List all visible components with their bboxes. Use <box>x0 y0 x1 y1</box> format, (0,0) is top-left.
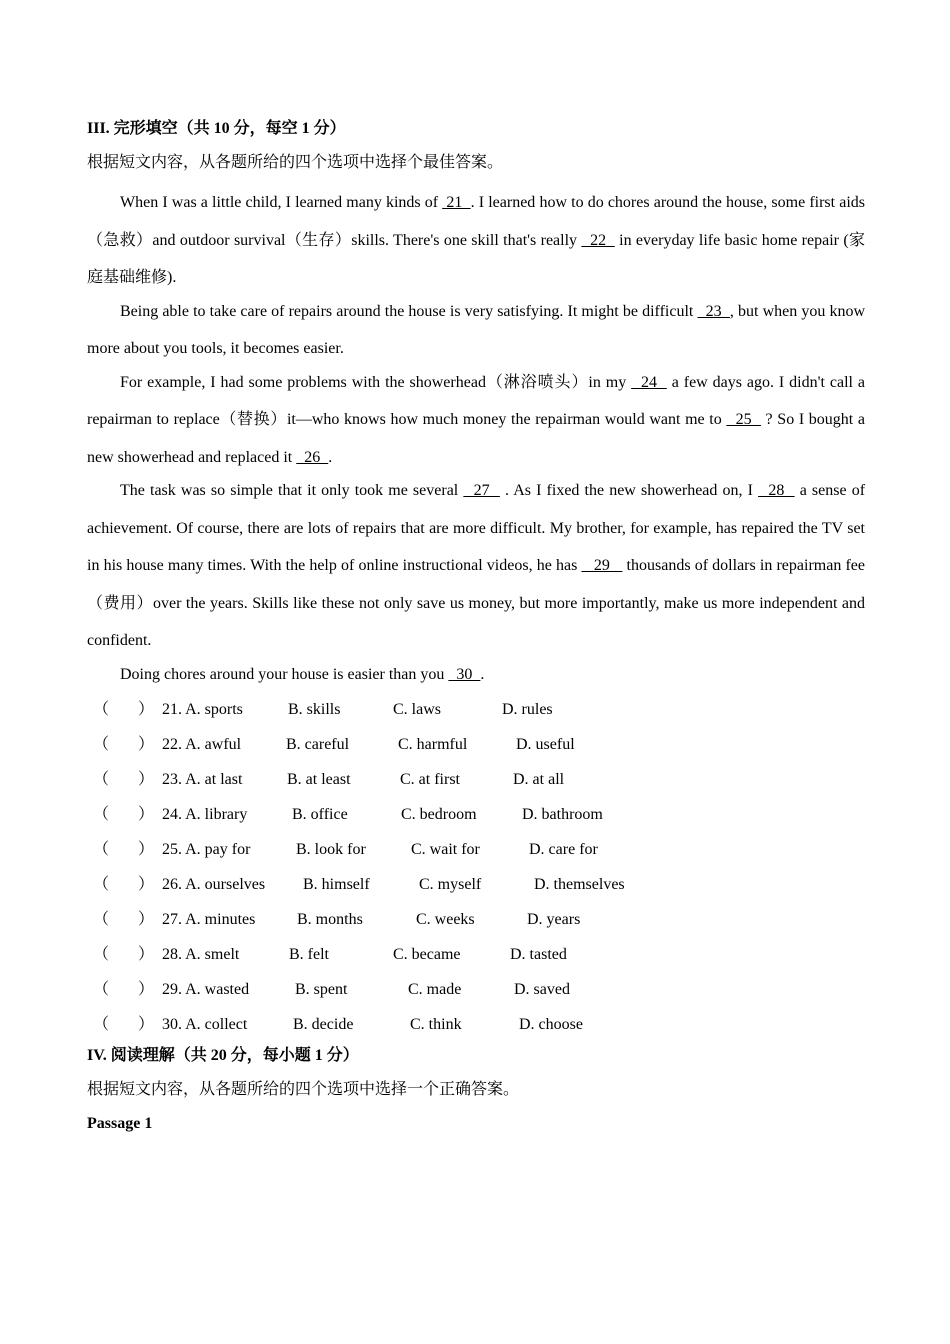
option-c: C. harmful <box>398 736 468 753</box>
blank-23: 23 <box>697 302 730 320</box>
paragraph-text: a sense of achievement. Of course, there are lots of repairs that are more difficult. My brother, for example, has repaired the TV set in his house many times. With the help of online instructional videos, he has <box>87 482 866 574</box>
option-b: B. felt <box>289 946 329 963</box>
paragraph-text: . As I fixed the new showerhead on, I <box>499 482 759 499</box>
blank-24: 24 <box>631 373 667 391</box>
option-d: D. tasted <box>510 946 567 963</box>
answer-paren-open: （ <box>93 946 110 963</box>
blank-28: 28 <box>758 482 795 499</box>
question-row-27 <box>87 905 865 940</box>
paragraph-text: ? So I bought a new showerhead and replaced it <box>87 411 865 466</box>
question-options-list <box>87 695 865 1045</box>
option-d: D. bathroom <box>522 806 603 823</box>
option-c: C. weeks <box>416 911 475 928</box>
option-d: D. saved <box>514 981 570 998</box>
answer-paren-open: （ <box>93 911 110 928</box>
option-a: 25. A. pay for <box>162 841 251 858</box>
cloze-paragraph-4 <box>87 472 865 660</box>
paragraph-text: . I learned how to do chores around the house, some first aids（急救）and outdoor survival（生存）skills. There's one skill that's really <box>87 194 866 249</box>
option-c: C. at first <box>400 771 460 788</box>
question-row-28 <box>87 940 865 975</box>
option-b: B. decide <box>293 1016 354 1033</box>
option-b: B. office <box>292 806 348 823</box>
answer-paren-open: （ <box>93 1016 110 1033</box>
section-4-heading: IV. 阅读理解（共 20 分，每小题 1 分） <box>87 1047 359 1064</box>
answer-paren-close: ） <box>138 736 155 753</box>
option-b: B. months <box>297 911 363 928</box>
section-4-instruction: 根据短文内容，从各题所给的四个选项中选择一个正确答案。 <box>87 1081 520 1098</box>
answer-paren-close: ） <box>138 876 155 893</box>
paragraph-text: When I was a little child, I learned many kinds of <box>120 194 443 211</box>
paragraph-text: Being able to take care of repairs around the house is very satisfying. It might be difficult <box>120 302 698 320</box>
document-page <box>87 116 865 1137</box>
answer-paren-open: （ <box>93 701 110 718</box>
option-a: 22. A. awful <box>162 736 242 753</box>
option-c: C. laws <box>393 701 441 718</box>
answer-paren-open: （ <box>93 841 110 858</box>
paragraph-text: thousands of dollars in repairman fee（费用）over the years. Skills like these not only save us money, but more importantly, make us more independent and confident. <box>87 557 866 649</box>
answer-paren-close: ） <box>138 771 155 788</box>
option-d: D. years <box>527 911 581 928</box>
answer-paren-close: ） <box>138 911 155 928</box>
question-row-22 <box>87 730 865 765</box>
answer-paren-open: （ <box>93 806 110 823</box>
option-c: C. bedroom <box>401 806 477 823</box>
paragraph-text: a few days ago. I didn't call a repairman to replace（替换）it—who knows how much money the repairman would want me to <box>87 373 865 428</box>
option-b: B. himself <box>303 876 370 893</box>
option-b: B. at least <box>287 771 351 788</box>
cloze-paragraph-5 <box>87 656 865 694</box>
option-c: C. think <box>410 1016 462 1033</box>
option-c: C. became <box>393 946 461 963</box>
answer-paren-open: （ <box>93 771 110 788</box>
paragraph-text: in everyday life basic home repair (家庭基础维修). <box>87 231 865 286</box>
option-b: B. look for <box>296 841 366 858</box>
answer-paren-close: ） <box>138 981 155 998</box>
answer-paren-close: ） <box>138 1016 155 1033</box>
option-a: 30. A. collect <box>162 1016 248 1033</box>
option-a: 28. A. smelt <box>162 946 240 963</box>
question-row-29 <box>87 975 865 1010</box>
option-d: D. useful <box>516 736 575 753</box>
answer-paren-close: ） <box>138 946 155 963</box>
option-c: C. wait for <box>411 841 480 858</box>
option-a: 26. A. ourselves <box>162 876 266 893</box>
question-row-23 <box>87 765 865 800</box>
option-a: 23. A. at last <box>162 771 243 788</box>
option-b: B. skills <box>288 701 341 718</box>
paragraph-text: . <box>480 665 485 683</box>
option-b: B. spent <box>295 981 348 998</box>
blank-22: 22 <box>581 231 615 249</box>
blank-27: 27 <box>463 482 500 499</box>
blank-26: 26 <box>296 448 329 466</box>
blank-30: 30 <box>448 665 481 683</box>
paragraph-text: , but when you know more about you tools, it becomes easier. <box>87 302 866 357</box>
question-row-26 <box>87 870 865 905</box>
cloze-paragraph-1 <box>87 184 865 297</box>
answer-paren-close: ） <box>138 701 155 718</box>
answer-paren-open: （ <box>93 736 110 753</box>
option-c: C. myself <box>419 876 482 893</box>
option-d: D. rules <box>502 701 553 718</box>
option-a: 29. A. wasted <box>162 981 250 998</box>
section-3-heading: III. 完形填空（共 10 分，每空 1 分） <box>87 120 346 137</box>
blank-29: 29 <box>581 557 623 574</box>
answer-paren-open: （ <box>93 981 110 998</box>
cloze-paragraph-3 <box>87 364 865 477</box>
option-d: D. care for <box>529 841 598 858</box>
option-d: D. themselves <box>534 876 625 893</box>
option-a: 21. A. sports <box>162 701 243 718</box>
option-c: C. made <box>408 981 462 998</box>
question-row-30 <box>87 1010 865 1045</box>
answer-paren-close: ） <box>138 841 155 858</box>
paragraph-text: For example, I had some problems with the showerhead（淋浴喷头）in my <box>120 373 632 391</box>
paragraph-text: Doing chores around your house is easier than you <box>120 665 449 683</box>
option-b: B. careful <box>286 736 350 753</box>
blank-25: 25 <box>726 411 761 428</box>
paragraph-text: . <box>328 448 333 466</box>
section-3-instruction: 根据短文内容，从各题所给的四个选项中选择个最佳答案。 <box>87 154 504 171</box>
paragraph-text: The task was so simple that it only took me several <box>120 482 464 499</box>
question-row-21 <box>87 695 865 730</box>
option-d: D. choose <box>519 1016 583 1033</box>
answer-paren-open: （ <box>93 876 110 893</box>
option-a: 24. A. library <box>162 806 248 823</box>
answer-paren-close: ） <box>138 806 155 823</box>
option-a: 27. A. minutes <box>162 911 256 928</box>
question-row-25 <box>87 835 865 870</box>
question-row-24 <box>87 800 865 835</box>
blank-21: 21 <box>442 194 471 211</box>
cloze-paragraph-2 <box>87 293 865 368</box>
passage-1-label: Passage 1 <box>87 1115 153 1132</box>
option-d: D. at all <box>513 771 565 788</box>
